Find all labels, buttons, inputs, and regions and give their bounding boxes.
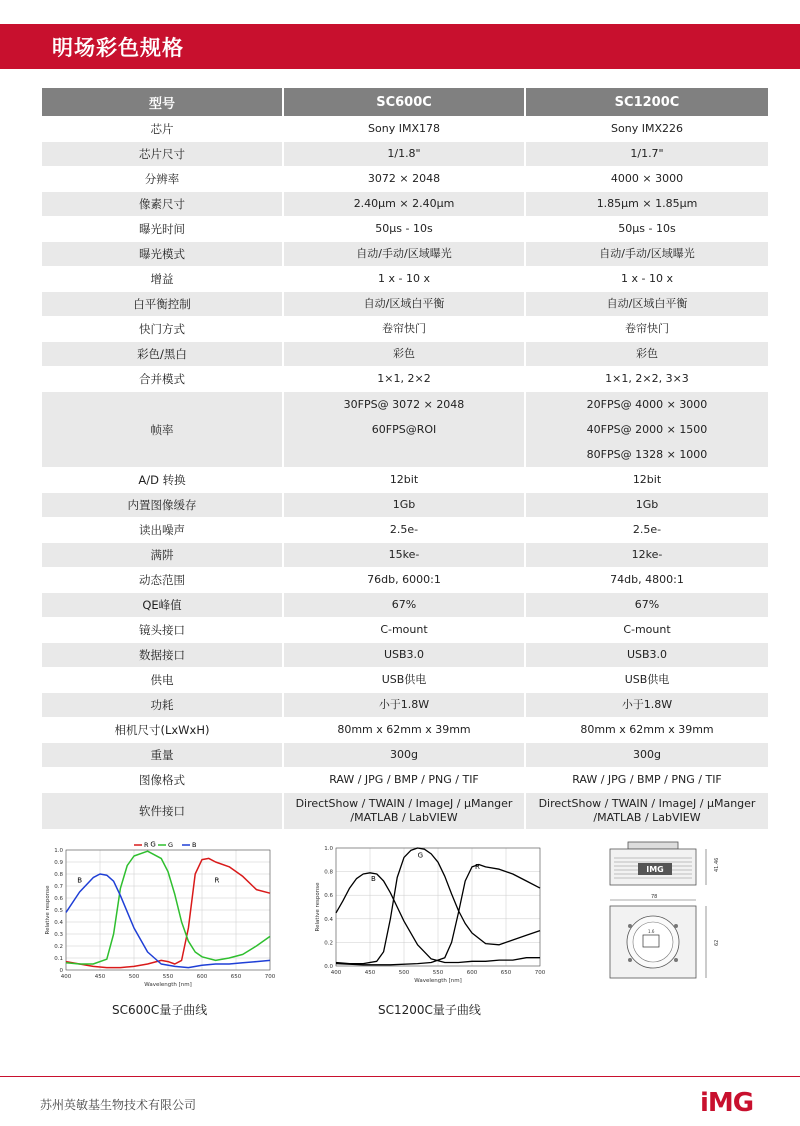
camera-top-connector <box>628 842 678 849</box>
table-row <box>42 568 768 592</box>
sc600c-value: 1Gb <box>284 493 524 517</box>
spec-label: 曝光时间 <box>42 217 282 241</box>
curve-annotation: R <box>475 863 480 872</box>
table-row <box>42 367 768 391</box>
table-row <box>42 643 768 667</box>
spec-label: A/D 转换 <box>42 468 282 492</box>
x-tick-label: 650 <box>230 974 242 980</box>
sc1200c-value: 12ke- <box>526 543 768 567</box>
table-row <box>42 593 768 617</box>
spec-label: 数据接口 <box>42 643 282 667</box>
table-row <box>42 468 768 492</box>
sc600c-value: USB供电 <box>284 668 524 692</box>
sc600c-framerate-cell <box>284 392 524 467</box>
y-tick-label: 0.2 <box>54 944 63 950</box>
spec-label: 满阱 <box>42 543 282 567</box>
table-row <box>42 167 768 191</box>
spec-label: 分辨率 <box>42 167 282 191</box>
spec-label: 动态范围 <box>42 568 282 592</box>
c-mount-inner <box>633 922 673 962</box>
y-tick-label: 0.8 <box>54 872 63 878</box>
y-tick-label: 0.3 <box>54 932 63 938</box>
spec-label: 芯片尺寸 <box>42 142 282 166</box>
table-row <box>42 242 768 266</box>
table-row <box>42 342 768 366</box>
footer-divider <box>0 1076 800 1077</box>
sc600c-value: 80mm x 62mm x 39mm <box>284 718 524 742</box>
legend-label-g: G <box>168 841 174 849</box>
spec-label: QE峰值 <box>42 593 282 617</box>
mount-screw-icon <box>628 958 632 962</box>
sc600c-value: RAW / JPG / BMP / PNG / TIF <box>284 768 524 792</box>
x-tick-label: 450 <box>364 970 376 976</box>
x-tick-label: 400 <box>60 974 72 980</box>
spec-label: 帧率 <box>42 392 282 467</box>
spec-label: 快门方式 <box>42 317 282 341</box>
sc1200c-value: 1 x - 10 x <box>526 267 768 291</box>
y-axis-label: Relative response <box>315 882 321 932</box>
sc1200c-value: 67% <box>526 593 768 617</box>
x-tick-label: 500 <box>128 974 140 980</box>
sc1200c-value: 300g <box>526 743 768 767</box>
table-row-framerate <box>42 392 768 467</box>
table-row <box>42 518 768 542</box>
x-tick-label: 700 <box>264 974 276 980</box>
y-tick-label: 0.0 <box>324 964 333 970</box>
curve-annotation: B <box>370 875 376 884</box>
camera-dimension-drawing <box>594 838 734 986</box>
y-tick-label: 0.8 <box>324 869 333 876</box>
table-row <box>42 117 768 141</box>
sc1200c-value: RAW / JPG / BMP / PNG / TIF <box>526 768 768 792</box>
sc600c-software-cell <box>284 793 524 829</box>
sc600c-value: 12bit <box>284 468 524 492</box>
width-dimension-label: 78 <box>651 894 658 900</box>
curve-annotation: R <box>214 876 220 885</box>
spec-label: 图像格式 <box>42 768 282 792</box>
y-tick-label: 0.4 <box>54 920 63 926</box>
table-row <box>42 192 768 216</box>
y-tick-label: 1.0 <box>54 848 63 854</box>
sc1200c-software-line: DirectShow / TWAIN / ImageJ / μManger <box>538 797 756 810</box>
sc1200c-value: 小于1.8W <box>526 693 768 717</box>
table-row <box>42 292 768 316</box>
y-tick-label: 0.1 <box>54 956 63 962</box>
sc1200c-value: 2.5e- <box>526 518 768 542</box>
sc1200c-value: USB3.0 <box>526 643 768 667</box>
sc1200c-software-line: /MATLAB / LabVIEW <box>593 811 701 824</box>
table-row-software <box>42 793 768 829</box>
spec-label: 内置图像缓存 <box>42 493 282 517</box>
table-row <box>42 768 768 792</box>
mount-screw-icon <box>674 958 678 962</box>
header-banner <box>0 24 800 69</box>
depth-dimension-label: 62 <box>714 939 720 946</box>
sc1200c-value: 卷帘快门 <box>526 317 768 341</box>
sc1200c-value: C-mount <box>526 618 768 642</box>
table-row <box>42 493 768 517</box>
curve-annotation: B <box>77 876 83 885</box>
x-tick-label: 450 <box>94 974 106 980</box>
sc600c-value: 小于1.8W <box>284 693 524 717</box>
spec-label: 芯片 <box>42 117 282 141</box>
mount-screw-icon <box>628 924 632 928</box>
sc600c-value: Sony IMX178 <box>284 117 524 141</box>
table-row <box>42 718 768 742</box>
spec-label: 功耗 <box>42 693 282 717</box>
sc600c-value: 300g <box>284 743 524 767</box>
legend-label-r: R <box>144 841 149 849</box>
spec-label: 像素尺寸 <box>42 192 282 216</box>
y-tick-label: 0.7 <box>54 884 63 890</box>
sc1200c-framerate-line: 20FPS@ 4000 × 3000 <box>586 398 708 411</box>
page-title: 明场彩色规格 <box>52 36 184 60</box>
x-tick-label: 700 <box>534 970 546 976</box>
x-axis-label: Wavelength [nm] <box>414 978 462 984</box>
spec-label: 供电 <box>42 668 282 692</box>
mount-screw-icon <box>674 924 678 928</box>
y-tick-label: 0.5 <box>54 908 63 914</box>
sc1200c-framerate-line: 40FPS@ 2000 × 1500 <box>586 423 708 436</box>
sc1200c-value: 彩色 <box>526 342 768 366</box>
spec-label: 彩色/黑白 <box>42 342 282 366</box>
table-row <box>42 217 768 241</box>
sc1200c-value: 1×1, 2×2, 3×3 <box>526 367 768 391</box>
sc600c-qe-svg <box>38 838 278 990</box>
sc600c-framerate-line: 60FPS@ROI <box>371 423 437 436</box>
sc1200c-framerate-cell <box>526 392 768 467</box>
sensor-dimension-label: 1.6 <box>648 929 655 934</box>
sc600c-value: 3072 × 2048 <box>284 167 524 191</box>
sc1200c-value: 80mm x 62mm x 39mm <box>526 718 768 742</box>
table-row <box>42 267 768 291</box>
header-model: 型号 <box>42 88 282 116</box>
table-row <box>42 618 768 642</box>
sc600c-value: 自动/区域白平衡 <box>284 292 524 316</box>
x-axis-label: Wavelength [nm] <box>144 982 192 988</box>
sc1200c-value: 74db, 4800:1 <box>526 568 768 592</box>
y-tick-label: 0.2 <box>324 940 333 947</box>
y-tick-label: 0.6 <box>54 896 63 902</box>
x-tick-label: 500 <box>398 970 410 976</box>
sc600c-value: 1 x - 10 x <box>284 267 524 291</box>
sc1200c-chart-caption: SC1200C量子曲线 <box>378 1003 481 1017</box>
sc1200c-value: 1/1.7" <box>526 142 768 166</box>
y-tick-label: 1.0 <box>324 846 333 852</box>
table-row <box>42 543 768 567</box>
spec-label: 软件接口 <box>42 793 282 829</box>
x-tick-label: 650 <box>500 970 512 976</box>
height-dimension-label: 41.46 <box>714 857 720 872</box>
camera-drawing-svg <box>594 838 734 986</box>
curve-annotation: G <box>417 851 424 860</box>
y-axis-label: Relative response <box>45 885 51 935</box>
sc600c-value: 76db, 6000:1 <box>284 568 524 592</box>
sc600c-value: 卷帘快门 <box>284 317 524 341</box>
table-row <box>42 693 768 717</box>
x-tick-label: 600 <box>196 974 208 980</box>
sc1200c-value: 自动/手动/区域曝光 <box>526 242 768 266</box>
sc1200c-value: 1.85μm × 1.85μm <box>526 192 768 216</box>
sc600c-framerate-line: 30FPS@ 3072 × 2048 <box>343 398 465 411</box>
sc1200c-software-cell <box>526 793 768 829</box>
table-header-row <box>42 88 768 116</box>
sc1200c-value: USB供电 <box>526 668 768 692</box>
camera-logo-text: IMG <box>646 865 664 874</box>
sc1200c-value: 4000 × 3000 <box>526 167 768 191</box>
header-sc1200c: SC1200C <box>526 88 768 116</box>
spec-label: 曝光模式 <box>42 242 282 266</box>
sc1200c-qe-chart <box>308 838 548 990</box>
curve-annotation: G <box>150 840 156 849</box>
table-row <box>42 142 768 166</box>
spec-label: 白平衡控制 <box>42 292 282 316</box>
y-tick-label: 0.4 <box>324 916 333 923</box>
sc1200c-value: 50μs - 10s <box>526 217 768 241</box>
spec-label: 合并模式 <box>42 367 282 391</box>
sc1200c-value: 12bit <box>526 468 768 492</box>
sc600c-value: C-mount <box>284 618 524 642</box>
y-tick-label: 0 <box>59 968 63 974</box>
spec-label: 增益 <box>42 267 282 291</box>
x-tick-label: 600 <box>466 970 478 976</box>
sc600c-value: 1×1, 2×2 <box>284 367 524 391</box>
sc600c-value: 自动/手动/区域曝光 <box>284 242 524 266</box>
header-sc600c: SC600C <box>284 88 524 116</box>
sc1200c-value: 1Gb <box>526 493 768 517</box>
sc1200c-value: Sony IMX226 <box>526 117 768 141</box>
y-tick-label: 0.9 <box>54 860 63 866</box>
sc1200c-value: 自动/区域白平衡 <box>526 292 768 316</box>
x-tick-label: 550 <box>432 970 444 976</box>
table-row <box>42 743 768 767</box>
sc600c-value: 50μs - 10s <box>284 217 524 241</box>
sc600c-value: USB3.0 <box>284 643 524 667</box>
x-tick-label: 550 <box>162 974 174 980</box>
spec-label: 镜头接口 <box>42 618 282 642</box>
company-name: 苏州英敏基生物技术有限公司 <box>40 1098 197 1112</box>
sc600c-value: 2.5e- <box>284 518 524 542</box>
sc600c-qe-chart <box>38 838 278 990</box>
spec-table <box>40 87 770 830</box>
legend-label-b: B <box>192 841 197 849</box>
sc600c-value: 2.40μm × 2.40μm <box>284 192 524 216</box>
sc600c-software-line: /MATLAB / LabVIEW <box>350 811 458 824</box>
spec-label: 重量 <box>42 743 282 767</box>
table-row <box>42 317 768 341</box>
img-logo: iMG <box>700 1088 754 1118</box>
sc1200c-framerate-line: 80FPS@ 1328 × 1000 <box>586 448 708 461</box>
table-row <box>42 668 768 692</box>
y-tick-label: 0.6 <box>324 893 333 900</box>
sc1200c-qe-svg <box>308 838 548 990</box>
sc600c-value: 67% <box>284 593 524 617</box>
sc600c-software-line: DirectShow / TWAIN / ImageJ / μManger <box>295 797 513 810</box>
sc600c-value: 15ke- <box>284 543 524 567</box>
x-tick-label: 400 <box>330 970 342 976</box>
spec-label: 读出噪声 <box>42 518 282 542</box>
sc600c-value: 彩色 <box>284 342 524 366</box>
sc600c-value: 1/1.8" <box>284 142 524 166</box>
spec-label: 相机尺寸(LxWxH) <box>42 718 282 742</box>
sc600c-chart-caption: SC600C量子曲线 <box>112 1003 208 1017</box>
